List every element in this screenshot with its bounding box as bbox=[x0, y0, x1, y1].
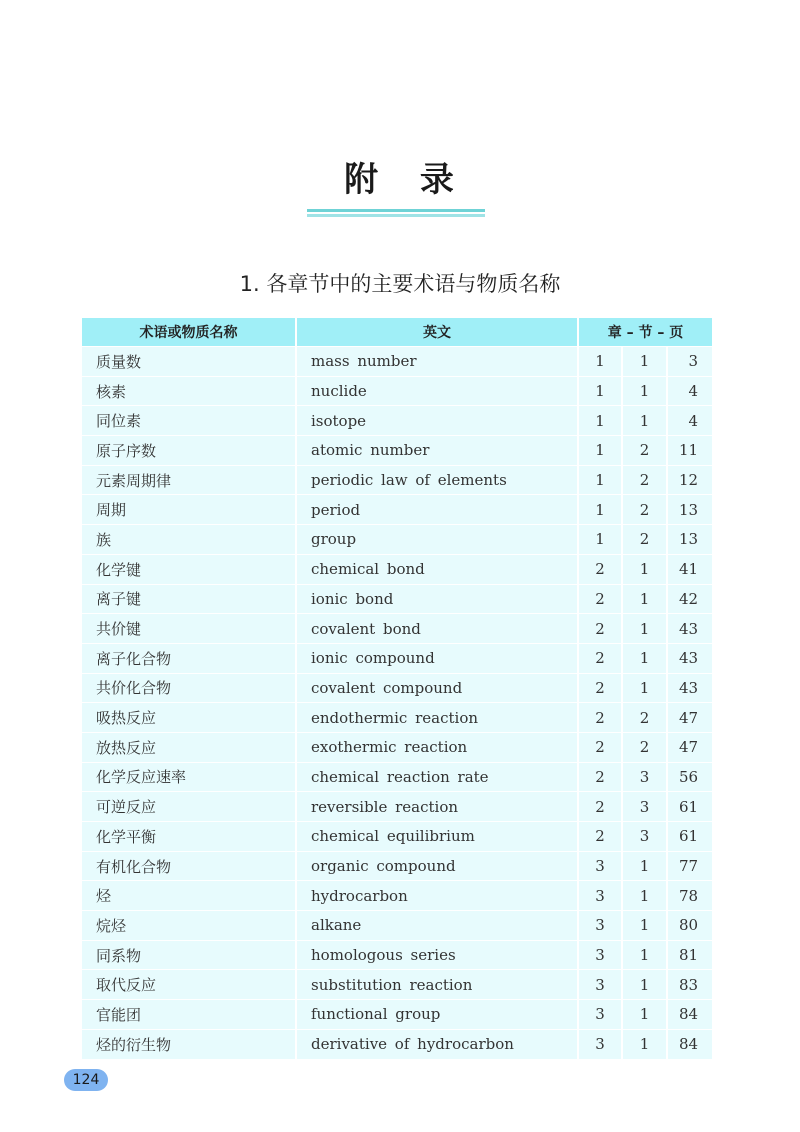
english-term-cell: chemical bond bbox=[297, 554, 579, 584]
section-cell: 1 bbox=[623, 554, 668, 584]
page-cell: 80 bbox=[668, 910, 712, 940]
chapter-cell: 2 bbox=[579, 791, 623, 821]
table-row bbox=[82, 435, 712, 465]
chapter-cell: 2 bbox=[579, 643, 623, 673]
english-term-cell: alkane bbox=[297, 910, 579, 940]
table-row bbox=[82, 702, 712, 732]
page-cell: 43 bbox=[668, 673, 712, 703]
english-term-cell: chemical equilibrium bbox=[297, 821, 579, 851]
chapter-cell: 3 bbox=[579, 969, 623, 999]
page-cell: 84 bbox=[668, 1029, 712, 1059]
chapter-cell: 2 bbox=[579, 762, 623, 792]
page-cell: 61 bbox=[668, 821, 712, 851]
english-term-cell: period bbox=[297, 494, 579, 524]
table-row bbox=[82, 524, 712, 554]
chapter-cell: 1 bbox=[579, 435, 623, 465]
appendix-title: 附 录 bbox=[344, 160, 456, 200]
section-cell: 1 bbox=[623, 999, 668, 1029]
page-cell: 11 bbox=[668, 435, 712, 465]
section-cell: 1 bbox=[623, 1029, 668, 1059]
page-cell: 84 bbox=[668, 999, 712, 1029]
chapter-cell: 1 bbox=[579, 494, 623, 524]
table-row bbox=[82, 584, 712, 614]
table-row bbox=[82, 940, 712, 970]
section-cell: 1 bbox=[623, 643, 668, 673]
term-cell: 周期 bbox=[82, 494, 297, 524]
header-term: 术语或物质名称 bbox=[82, 318, 297, 346]
english-term-cell: homologous series bbox=[297, 940, 579, 970]
page-cell: 56 bbox=[668, 762, 712, 792]
english-term-cell: mass number bbox=[297, 346, 579, 376]
table-row bbox=[82, 732, 712, 762]
english-term-cell: exothermic reaction bbox=[297, 732, 579, 762]
english-term-cell: organic compound bbox=[297, 851, 579, 881]
table-row bbox=[82, 969, 712, 999]
chapter-cell: 1 bbox=[579, 465, 623, 495]
page-cell: 4 bbox=[668, 376, 712, 406]
title-underline bbox=[307, 209, 485, 218]
term-cell: 同位素 bbox=[82, 405, 297, 435]
header-english: 英文 bbox=[297, 318, 579, 346]
english-term-cell: ionic bond bbox=[297, 584, 579, 614]
term-cell: 有机化合物 bbox=[82, 851, 297, 881]
page-cell: 13 bbox=[668, 524, 712, 554]
table-row bbox=[82, 791, 712, 821]
english-term-cell: substitution reaction bbox=[297, 969, 579, 999]
page-cell: 13 bbox=[668, 494, 712, 524]
page-cell: 47 bbox=[668, 702, 712, 732]
section-cell: 2 bbox=[623, 524, 668, 554]
term-cell: 化学反应速率 bbox=[82, 762, 297, 792]
term-cell: 吸热反应 bbox=[82, 702, 297, 732]
english-term-cell: hydrocarbon bbox=[297, 880, 579, 910]
term-cell: 可逆反应 bbox=[82, 791, 297, 821]
section-cell: 1 bbox=[623, 851, 668, 881]
section-cell: 2 bbox=[623, 465, 668, 495]
table-header-row bbox=[82, 318, 712, 346]
page-cell: 81 bbox=[668, 940, 712, 970]
page-cell: 41 bbox=[668, 554, 712, 584]
section-cell: 1 bbox=[623, 880, 668, 910]
page-cell: 83 bbox=[668, 969, 712, 999]
section-cell: 2 bbox=[623, 702, 668, 732]
table-row bbox=[82, 880, 712, 910]
page-cell: 4 bbox=[668, 405, 712, 435]
section-cell: 1 bbox=[623, 940, 668, 970]
page-cell: 42 bbox=[668, 584, 712, 614]
section-cell: 1 bbox=[623, 613, 668, 643]
chapter-cell: 1 bbox=[579, 376, 623, 406]
table-row bbox=[82, 673, 712, 703]
chapter-cell: 2 bbox=[579, 584, 623, 614]
section-cell: 2 bbox=[623, 494, 668, 524]
chapter-cell: 2 bbox=[579, 673, 623, 703]
term-cell: 取代反应 bbox=[82, 969, 297, 999]
section-cell: 2 bbox=[623, 435, 668, 465]
term-cell: 共价化合物 bbox=[82, 673, 297, 703]
table-row bbox=[82, 494, 712, 524]
term-cell: 核素 bbox=[82, 376, 297, 406]
english-term-cell: covalent compound bbox=[297, 673, 579, 703]
page-cell: 61 bbox=[668, 791, 712, 821]
section-cell: 1 bbox=[623, 346, 668, 376]
chapter-cell: 1 bbox=[579, 346, 623, 376]
table-row bbox=[82, 643, 712, 673]
section-title: 1. 各章节中的主要术语与物质名称 bbox=[239, 272, 561, 296]
english-term-cell: nuclide bbox=[297, 376, 579, 406]
section-cell: 1 bbox=[623, 969, 668, 999]
table-row bbox=[82, 405, 712, 435]
table-row bbox=[82, 376, 712, 406]
table-row bbox=[82, 762, 712, 792]
section-cell: 3 bbox=[623, 821, 668, 851]
english-term-cell: chemical reaction rate bbox=[297, 762, 579, 792]
term-cell: 化学平衡 bbox=[82, 821, 297, 851]
page-cell: 77 bbox=[668, 851, 712, 881]
section-cell: 1 bbox=[623, 673, 668, 703]
section-cell: 1 bbox=[623, 584, 668, 614]
section-cell: 1 bbox=[623, 910, 668, 940]
term-cell: 原子序数 bbox=[82, 435, 297, 465]
english-term-cell: endothermic reaction bbox=[297, 702, 579, 732]
term-cell: 烷烃 bbox=[82, 910, 297, 940]
english-term-cell: functional group bbox=[297, 999, 579, 1029]
table-row bbox=[82, 910, 712, 940]
page-cell: 43 bbox=[668, 643, 712, 673]
english-term-cell: reversible reaction bbox=[297, 791, 579, 821]
page-cell: 12 bbox=[668, 465, 712, 495]
table-row bbox=[82, 613, 712, 643]
chapter-cell: 2 bbox=[579, 732, 623, 762]
page-cell: 47 bbox=[668, 732, 712, 762]
chapter-cell: 3 bbox=[579, 940, 623, 970]
chapter-cell: 3 bbox=[579, 999, 623, 1029]
chapter-cell: 1 bbox=[579, 524, 623, 554]
term-cell: 官能团 bbox=[82, 999, 297, 1029]
page-cell: 43 bbox=[668, 613, 712, 643]
header-chapter-section-page: 章 – 节 – 页 bbox=[579, 318, 712, 346]
table-row bbox=[82, 465, 712, 495]
term-cell: 离子键 bbox=[82, 584, 297, 614]
term-cell: 同系物 bbox=[82, 940, 297, 970]
section-cell: 1 bbox=[623, 376, 668, 406]
chapter-cell: 3 bbox=[579, 910, 623, 940]
english-term-cell: covalent bond bbox=[297, 613, 579, 643]
chapter-cell: 3 bbox=[579, 851, 623, 881]
chapter-cell: 3 bbox=[579, 880, 623, 910]
chapter-cell: 2 bbox=[579, 613, 623, 643]
table-row bbox=[82, 346, 712, 376]
table-row bbox=[82, 554, 712, 584]
english-term-cell: periodic law of elements bbox=[297, 465, 579, 495]
term-cell: 烃 bbox=[82, 880, 297, 910]
chapter-cell: 3 bbox=[579, 1029, 623, 1059]
page-number-badge: 124 bbox=[64, 1069, 108, 1091]
term-cell: 烃的衍生物 bbox=[82, 1029, 297, 1059]
term-cell: 离子化合物 bbox=[82, 643, 297, 673]
page-cell: 78 bbox=[668, 880, 712, 910]
section-cell: 2 bbox=[623, 732, 668, 762]
chapter-cell: 2 bbox=[579, 554, 623, 584]
chapter-cell: 1 bbox=[579, 405, 623, 435]
table-row bbox=[82, 1029, 712, 1059]
term-cell: 放热反应 bbox=[82, 732, 297, 762]
table-row bbox=[82, 821, 712, 851]
table-body bbox=[82, 346, 712, 1059]
english-term-cell: derivative of hydrocarbon bbox=[297, 1029, 579, 1059]
section-cell: 3 bbox=[623, 791, 668, 821]
english-term-cell: isotope bbox=[297, 405, 579, 435]
english-term-cell: group bbox=[297, 524, 579, 554]
page-cell: 3 bbox=[668, 346, 712, 376]
term-cell: 元素周期律 bbox=[82, 465, 297, 495]
term-cell: 共价键 bbox=[82, 613, 297, 643]
term-cell: 族 bbox=[82, 524, 297, 554]
chapter-cell: 2 bbox=[579, 702, 623, 732]
terms-table bbox=[82, 318, 712, 1059]
english-term-cell: atomic number bbox=[297, 435, 579, 465]
english-term-cell: ionic compound bbox=[297, 643, 579, 673]
term-cell: 质量数 bbox=[82, 346, 297, 376]
table-row bbox=[82, 999, 712, 1029]
table-row bbox=[82, 851, 712, 881]
section-cell: 1 bbox=[623, 405, 668, 435]
chapter-cell: 2 bbox=[579, 821, 623, 851]
section-cell: 3 bbox=[623, 762, 668, 792]
term-cell: 化学键 bbox=[82, 554, 297, 584]
